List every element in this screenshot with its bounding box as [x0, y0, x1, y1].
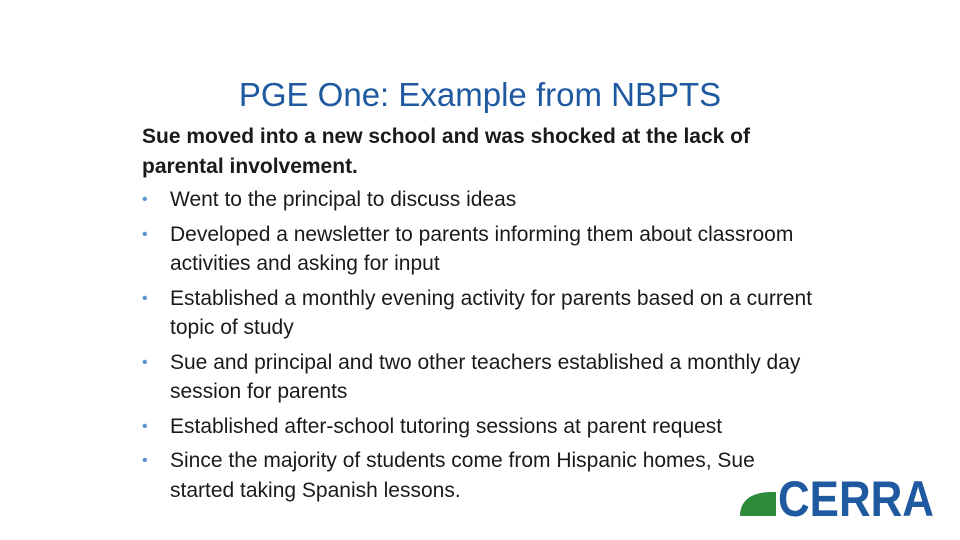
- list-item-text: Sue and principal and two other teachers established a monthly day session for parents: [170, 350, 801, 403]
- slide-body: [142, 122, 822, 510]
- list-item: [142, 446, 822, 505]
- bullet-icon: •: [142, 191, 148, 208]
- bullet-icon: •: [142, 417, 148, 435]
- bullet-icon: •: [142, 452, 148, 469]
- list-item: [142, 348, 822, 407]
- list-item-text: Went to the principal to discuss ideas: [170, 188, 517, 211]
- list-item-text: Established a monthly evening activity for parents based on a current topic of study: [170, 286, 813, 339]
- list-item-text: Developed a newsletter to parents informing them about classroom activities and asking for input: [170, 222, 794, 275]
- bullet-icon: •: [142, 289, 148, 307]
- bullet-icon: •: [142, 353, 148, 371]
- list-item-text: Established after-school tutoring sessions at parent request: [170, 414, 723, 438]
- bullet-list: [142, 185, 822, 505]
- list-item: [142, 284, 822, 343]
- slide-title: PGE One: Example from NBPTS: [238, 76, 722, 113]
- bullet-icon: •: [142, 225, 148, 243]
- cerra-logo: [736, 470, 936, 527]
- list-item: [142, 185, 822, 215]
- list-item-text: Since the majority of students come from Hispanic homes, Sue started taking Spanish lessons.: [170, 449, 755, 502]
- logo-text: CERRA: [778, 471, 934, 527]
- leaf-icon: [740, 492, 776, 516]
- list-item: [142, 412, 822, 442]
- list-item: [142, 220, 822, 279]
- cerra-logo-graphic: [736, 470, 936, 527]
- intro-text: Sue moved into a new school and was shocked at the lack of parental involvement.: [142, 125, 750, 178]
